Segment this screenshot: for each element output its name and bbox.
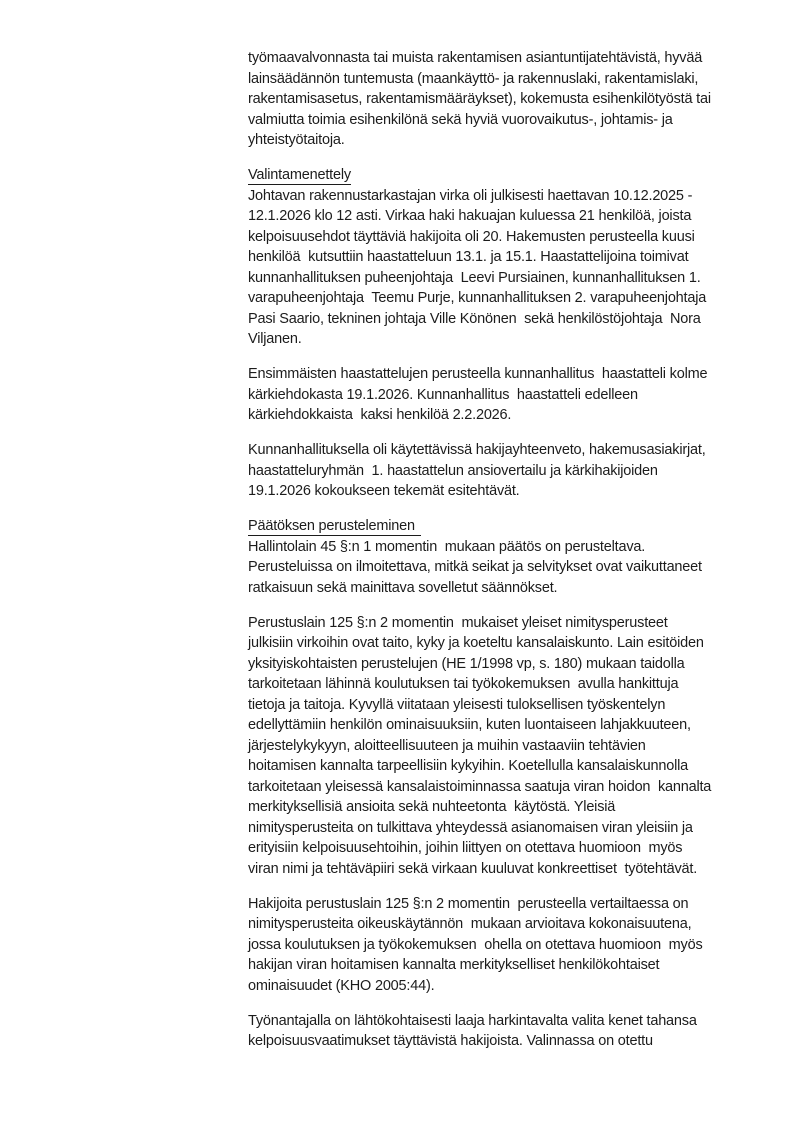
heading-text: Valintamenettely <box>248 167 351 183</box>
paragraph <box>248 1011 764 1052</box>
paragraph <box>248 48 764 151</box>
heading-text: Päätöksen perusteleminen <box>248 518 421 536</box>
text-line: kelpoisuusvaatimukset täyttävistä hakijoista. Valinnassa on otettu <box>248 1033 653 1049</box>
text-line: lainsäädännön tuntemusta (maankäyttö- ja rakennuslaki, rakentamislaki, <box>248 70 699 87</box>
text-line: erityisiin kelpoisuusehtoihin, joihin liittyen on otettava huomioon myös <box>248 840 683 856</box>
paragraph <box>248 186 764 350</box>
text-line: yhteistyötaitoja. <box>248 132 345 148</box>
text-line: kunnanhallituksen puheenjohtaja Leevi Pursiainen, kunnanhallituksen 1. <box>248 269 701 286</box>
text-line: tarkoitetaan lähinnä koulutuksen tai työkokemuksen avulla hankittuja <box>248 676 679 692</box>
section-heading <box>248 165 764 186</box>
text-line: tietoja ja taitoja. Kyvyllä viitataan yleisesti tuloksellisen työskentelyn <box>248 696 666 713</box>
text-line: tarkoitetaan yleisessä kansalaistoiminnassa saatuja viran hoidon kannalta <box>248 778 712 795</box>
text-line: Johtavan rakennustarkastajan virka oli julkisesti haettavan 10.12.2025 - <box>248 187 693 204</box>
text-line: Ensimmäisten haastattelujen perusteella kunnanhallitus haastatteli kolme <box>248 366 708 382</box>
text-line: työmaavalvonnasta tai muista rakentamisen asiantuntijatehtävistä, hyvää <box>248 50 703 66</box>
text-line: 19.1.2026 kokoukseen tekemät esitehtävät. <box>248 483 520 499</box>
text-line: valmiutta toimia esihenkilönä sekä hyviä vuorovaikutus-, johtamis- ja <box>248 111 673 128</box>
text-line: Kunnanhallituksella oli käytettävissä hakijayhteenveto, hakemusasiakirjat, <box>248 442 706 458</box>
text-line: julkisiin virkoihin ovat taito, kyky ja koeteltu kansalaiskunto. Lain esitöiden <box>248 635 704 651</box>
text-line: yksityiskohtaisten perustelujen (HE 1/1998 vp, s. 180) mukaan taidolla <box>248 655 685 672</box>
text-line: ratkaisuun sekä mainittava sovelletut säännökset. <box>248 579 558 596</box>
text-line: jossa koulutuksen ja työkokemuksen ohella on otettava huomioon myös <box>248 936 703 953</box>
text-line: Työnantajalla on lähtökohtaisesti laaja harkintavalta valita kenet tahansa <box>248 1012 697 1029</box>
text-line: ominaisuudet (KHO 2005:44). <box>248 977 435 994</box>
text-line: järjestelykykyyn, aloitteellisuuteen ja muihin vastaaviin tehtävien <box>248 737 646 754</box>
text-line: henkilöä kutsuttiin haastatteluun 13.1. ja 15.1. Haastattelijoina toimivat <box>248 249 689 265</box>
text-line: Perustuslain 125 §:n 2 momentin mukaiset yleiset nimitysperusteet <box>248 614 668 631</box>
paragraph <box>248 537 764 599</box>
text-line: nimitysperusteita on tulkittava yhteydessä asianomaisen viran yleisiin ja <box>248 819 693 836</box>
text-line: 12.1.2026 klo 12 asti. Virkaa haki hakuajan kuluessa 21 henkilöä, joista <box>248 208 692 224</box>
section-heading <box>248 516 764 537</box>
text-line: Perusteluissa on ilmoitettava, mitkä seikat ja selvitykset ovat vaikuttaneet <box>248 559 702 575</box>
text-line <box>248 516 764 537</box>
text-line <box>248 165 764 186</box>
text-line: kelpoisuusehdot täyttäviä hakijoita oli 20. Hakemusten perusteella kuusi <box>248 228 695 245</box>
text-line: merkityksellisiä ansioita sekä nuhteetonta käytöstä. Yleisiä <box>248 799 616 815</box>
text-line: Hallintolain 45 §:n 1 momentin mukaan päätös on perusteltava. <box>248 538 646 555</box>
text-line: hakijan viran hoitamisen kannalta merkitykselliset henkilökohtaiset <box>248 957 660 973</box>
text-line: varapuheenjohtaja Teemu Purje, kunnanhallituksen 2. varapuheenjohtaja <box>248 290 707 306</box>
paragraph <box>248 364 764 426</box>
paragraph <box>248 894 764 997</box>
paragraph <box>248 440 764 502</box>
text-line: rakentamisasetus, rakentamismääräykset), kokemusta esihenkilötyöstä tai <box>248 91 711 107</box>
text-line: Hakijoita perustuslain 125 §:n 2 momentin perusteella vertailtaessa on <box>248 895 689 912</box>
paragraph <box>248 613 764 880</box>
text-line: Viljanen. <box>248 331 302 347</box>
text-line: haastatteluryhmän 1. haastattelun ansiovertailu ja kärkihakijoiden <box>248 462 658 479</box>
text-line: nimitysperusteita oikeuskäytännön mukaan arvioitava kokonaisuutena, <box>248 916 692 932</box>
text-line: hoitamisen kannalta tarpeellisiin kykyihin. Koetellulla kansalaiskunnolla <box>248 758 688 774</box>
text-line: edellyttämiin henkilön ominaisuuksiin, kuten luontaiseen lahjakkuuteen, <box>248 717 691 733</box>
text-line: Pasi Saario, tekninen johtaja Ville Könönen sekä henkilöstöjohtaja Nora <box>248 310 701 327</box>
text-line: viran nimi ja tehtäväpiiri sekä virkaan kuuluvat konkreettiset työtehtävät. <box>248 860 698 877</box>
document-text <box>248 48 764 1066</box>
text-line: kärkiehdokasta 19.1.2026. Kunnanhallitus haastatteli edelleen <box>248 386 638 403</box>
text-line: kärkiehdokkaista kaksi henkilöä 2.2.2026. <box>248 407 512 423</box>
